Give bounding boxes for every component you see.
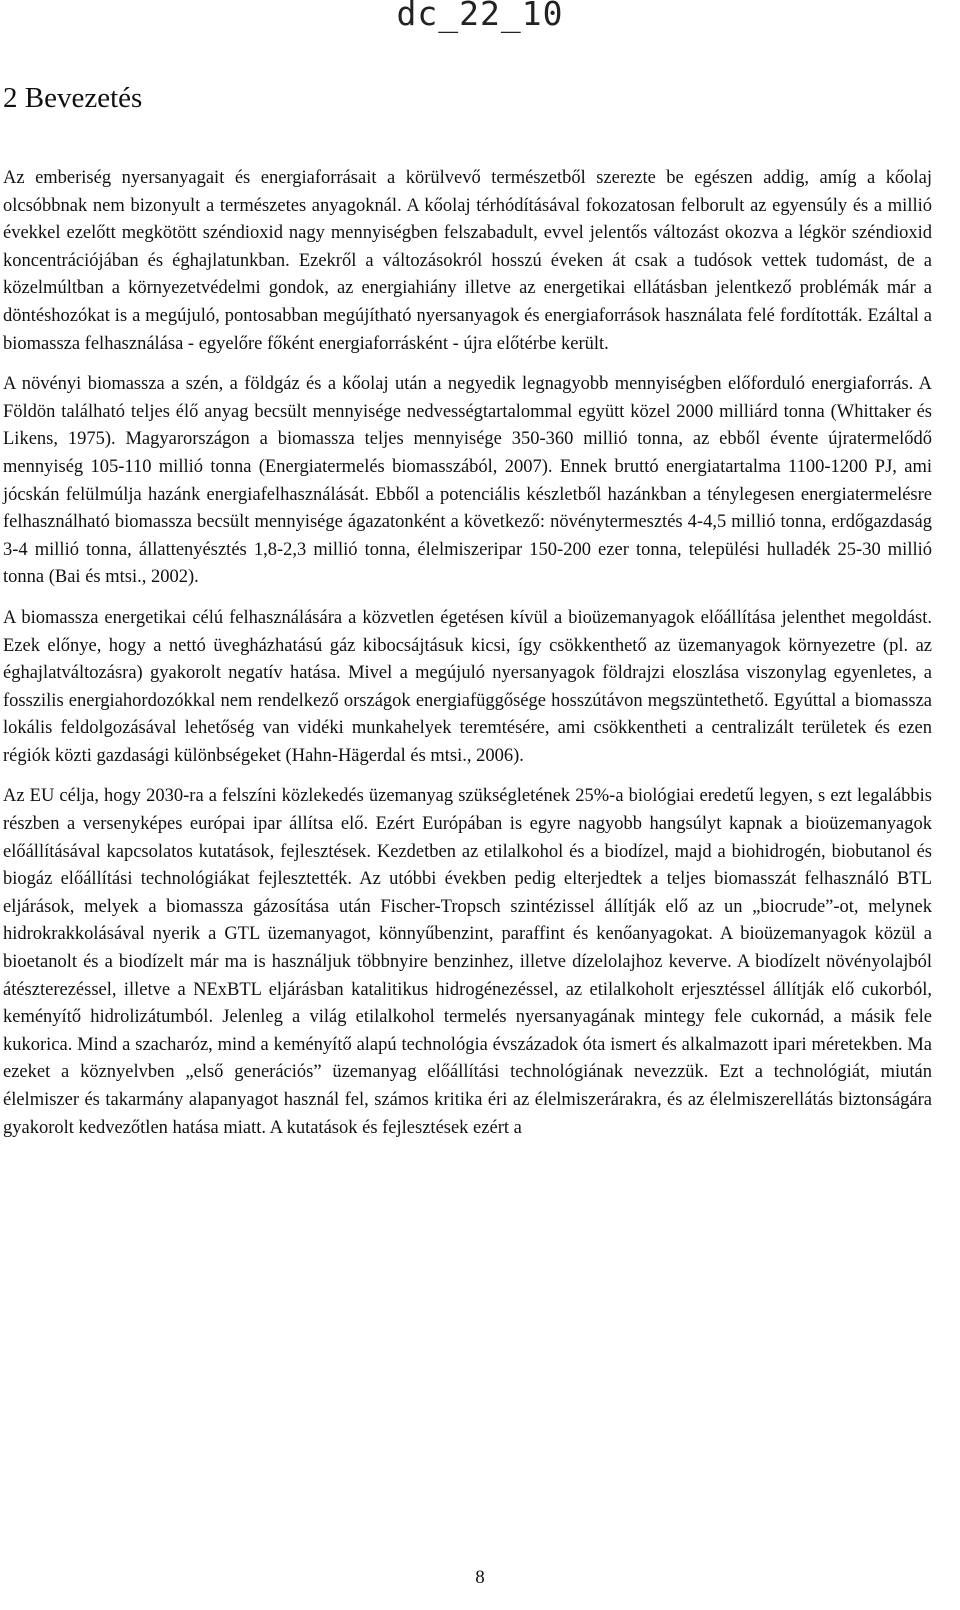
paragraph-1: Az emberiség nyersanyagait és energiaforrásait a körülvevő természetből szerezte be egészen addig, amíg a kőolaj olcsóbbnak nem bizonyult a természetes anyagoknál. A kőolaj térhódításával fokozatosan felborult az egyensúly és a millió évekkel ezelőtt megkötött széndioxid nagy mennyiségben felszabadult, evvel jelentős változást okozva a légkör széndioxid koncentrációjában és éghajlatunkban. Ezekről a változásokról hosszú éveken át csak a tudósok vettek tudomást, de a közelmúltban a környezetvédelmi gondok, az energiahiány illetve az energetikai ellátásban jelentkező problémák már a döntéshozókat is a megújuló, pontosabban megújítható nyersanyagok és energiaforrások használata felé fordították. Ezáltal a biomassza felhasználása - egyelőre főként energiaforrásként - újra előtérbe került. (3, 168, 932, 354)
paragraph-3: A biomassza energetikai célú felhasználására a közvetlen égetésen kívül a bioüzemanyagok előállítása jelenthet megoldást. Ezek előnye, hogy a nettó üvegházhatású gáz kibocsájtásuk kicsi, így csökkenthető az üzemanyagok környezetre (pl. az éghajlatváltozásra) gyakorolt negatív hatása. Mivel a megújuló nyersanyagok földrajzi eloszlása viszonylag egyenletes, a fosszilis energiahordozókkal nem rendelkező országok energiafüggősége hosszútávon megszüntethető. Egyúttal a biomassza lokális feldolgozásával lehetőség van vidéki munkahelyek teremtésére, ami csökkentheti a centralizált területek és ezen régiók közti gazdasági különbségeket (Hahn-Hägerdal és mtsi., 2006). (3, 607, 932, 766)
paragraph-4: Az EU célja, hogy 2030-ra a felszíni közlekedés üzemanyag szükségletének 25%-a biológiai eredetű legyen, s ezt legalábbis részben a versenyképes európai ipar állítsa elő. Ezért Európában is egyre nagyobb hangsúlyt kapnak a bioüzemanyagok előállításával kapcsolatos kutatások, fejlesztések. Kezdetben az etilalkohol és a biodízel, majd a biohidrogén, biobutanol és biogáz előállítási technológiákat fejlesztették. Az utóbbi években pedig elterjedtek a teljes biomasszát felhasználó BTL eljárások, melyek a biomassza gázosítása után Fischer-Tropsch szintézissel állítják elő az un „biocrude”-ot, melynek hidrokrakkolásával nyerik a GTL üzemanyagot, könnyűbenzint, paraffint és kenőanyagokat. A bioüzemanyagok közül a bioetanolt és a biodízelt már ma is használjuk többnyire benzinhez, illetve dízelolajhoz keverve. A biodízelt növényolajból átészterezéssel, illetve a NExBTL eljárásban katalitikus hidrogénezéssel, az etilalkoholt erjesztéssel állítják elő cukorból, keményítő hidrolizátumból. Jelenleg a világ etilalkohol termelés nyersanyagának mintegy fele cukornád, a másik fele kukorica. Mind a szacharóz, mind a keményítő alapú technológia évszázadok óta ismert és alkalmazott ipari méretekben. Ma ezeket a köznyelvben „első generációs” üzemanyag előállítási technológiának nevezzük. Ezt a technológiát, miután élelmiszer és takarmány alapanyagot használ fel, számos kritika éri az élelmiszerárakra, és az élelmiszerellátás biztonságára gyakorolt kedvezőtlen hatása miatt. A kutatások és fejlesztések ezért a (3, 786, 932, 1138)
paragraph-2: A növényi biomassza a szén, a földgáz és a kőolaj után a negyedik legnagyobb mennyiségben előforduló energiaforrás. A Földön található teljes élő anyag becsült mennyisége nedvességtartalommal együtt közel 2000 milliárd tonna (Whittaker és Likens, 1975). Magyarországon a biomassza teljes mennyisége 350-360 millió tonna, az ebből évente újratermelődő mennyiség 105-110 millió tonna (Energiatermelés biomasszából, 2007). Ennek bruttó energiatartalma 1100-1200 PJ, ami jócskán felülmúlja hazánk energiafelhasználását. Ebből a potenciális készletből hazánkban a ténylegesen energiatermelésre felhasználható biomassza becsült mennyisége ágazatonként a következő: növénytermesztés 4-4,5 millió tonna, erdőgazdaság 3-4 millió tonna, állattenyésztés 1,8-2,3 millió tonna, élelmiszeripar 150-200 ezer tonna, települési hulladék 25-30 millió tonna (Bai és mtsi., 2002). (3, 374, 932, 588)
body-text (3, 165, 932, 1155)
document-code-header: dc_22_10 (396, 0, 564, 33)
page-number: 8 (475, 1567, 485, 1588)
section-title: 2 Bevezetés (3, 82, 143, 114)
